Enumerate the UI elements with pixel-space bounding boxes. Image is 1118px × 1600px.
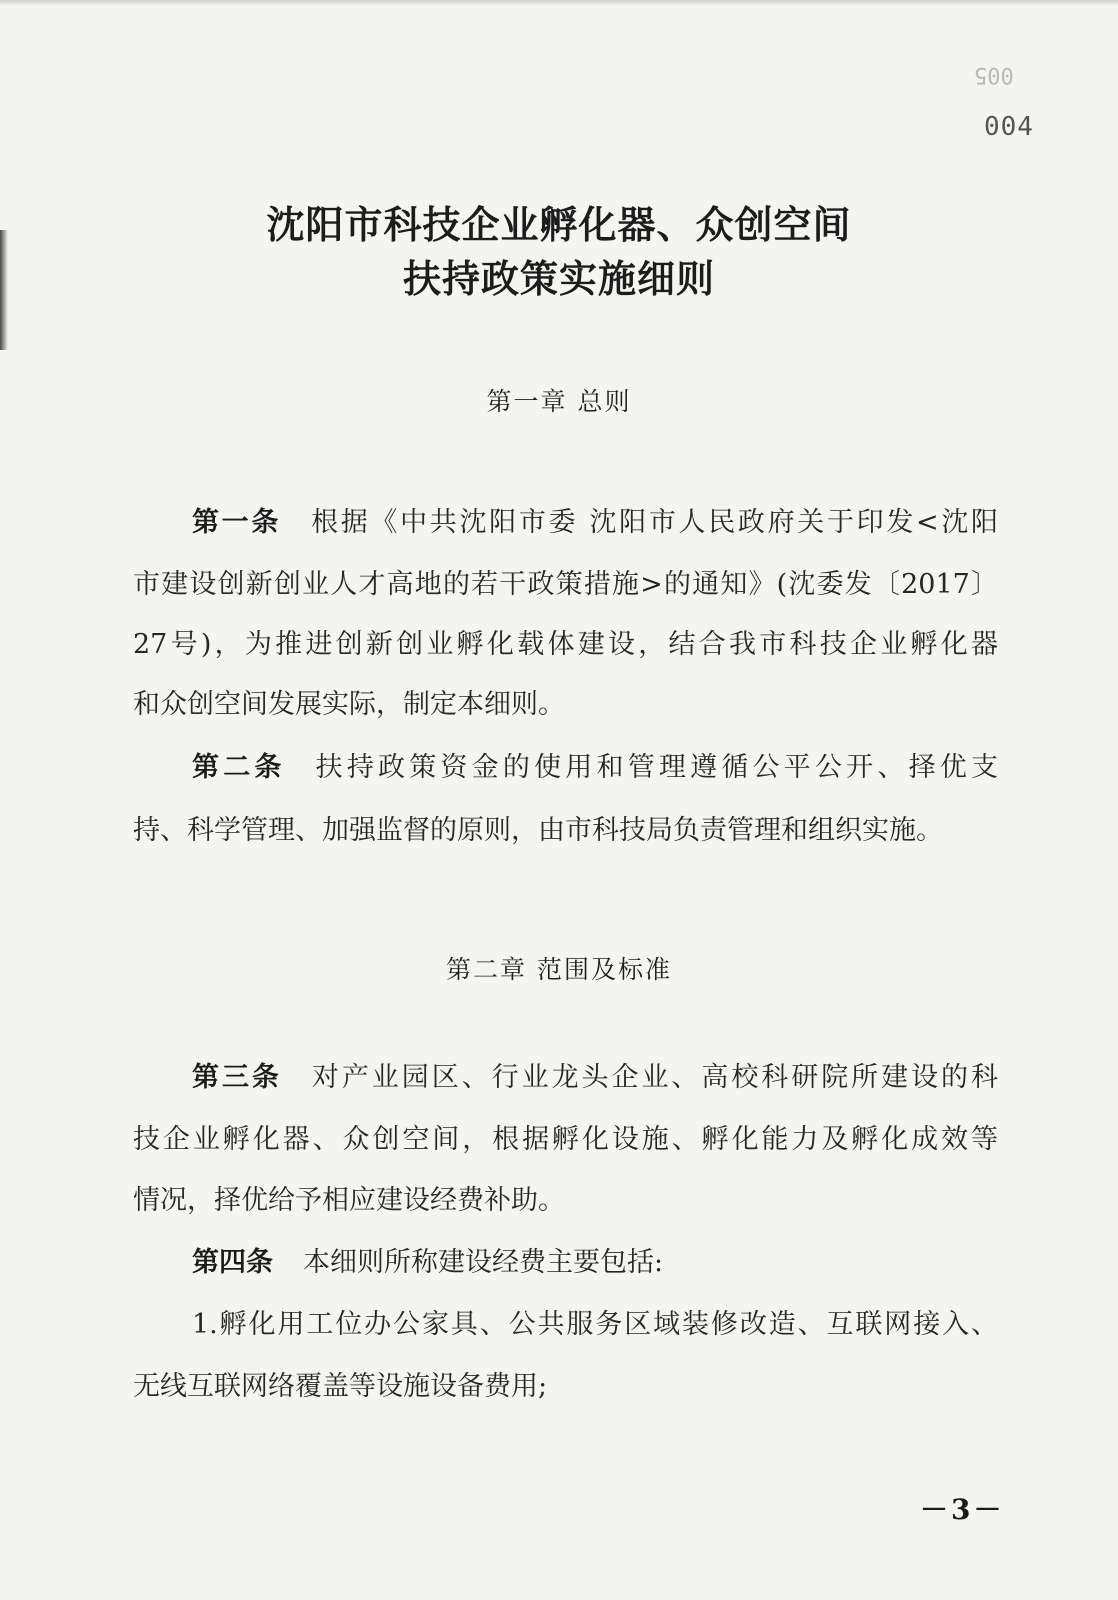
article-1-line-2: 市建设创新创业人才高地的若干政策措施>的通知》(沈委发〔2017〕 xyxy=(133,569,998,600)
article-3-lead: 第三条 xyxy=(192,1062,282,1093)
page-number: －3－ xyxy=(920,1493,1005,1526)
article-4-line-1 xyxy=(192,1240,998,1279)
article-4-lead: 第四条 xyxy=(192,1247,273,1278)
archive-number-faded: 005 xyxy=(974,62,1014,87)
item-1-line-1: 1.孵化用工位办公家具、公共服务区域装修改造、互联网接入、 xyxy=(192,1309,998,1340)
chapter-heading-2: 第二章 范围及标准 xyxy=(446,955,672,984)
article-2-lead: 第二条 xyxy=(192,752,286,783)
item-1-line-2: 无线互联网络覆盖等设施设备费用; xyxy=(133,1371,548,1402)
scan-top-edge xyxy=(0,0,1118,6)
article-3-line-2: 技企业孵化器、众创空间，根据孵化设施、孵化能力及孵化成效等 xyxy=(133,1124,998,1155)
article-2-line-1 xyxy=(192,745,998,784)
document-title-line-2: 扶持政策实施细则 xyxy=(402,256,715,301)
archive-number-stamp: 004 xyxy=(984,112,1034,142)
document-title-line-1: 沈阳市科技企业孵化器、众创空间 xyxy=(266,202,852,247)
article-1-line-4: 和众创空间发展实际，制定本细则。 xyxy=(133,689,565,720)
article-3-line-1 xyxy=(192,1055,998,1094)
article-4-text: 本细则所称建设经费主要包括: xyxy=(303,1247,664,1278)
article-3-text: 对产业园区、行业龙头企业、高校科研院所建设的科 xyxy=(311,1062,999,1093)
article-2-line-2: 持、科学管理、加强监督的原则，由市科技局负责管理和组织实施。 xyxy=(133,815,943,846)
article-1-line-1 xyxy=(192,500,998,539)
article-3-line-3: 情况，择优给予相应建设经费补助。 xyxy=(133,1185,565,1216)
article-1-lead: 第一条 xyxy=(192,507,282,538)
article-1-line-3: 27号)，为推进创新创业孵化载体建设，结合我市科技企业孵化器 xyxy=(133,629,998,660)
article-1-text: 根据《中共沈阳市委 沈阳市人民政府关于印发<沈阳 xyxy=(311,507,998,538)
article-2-text: 扶持政策资金的使用和管理遵循公平公开、择优支 xyxy=(315,752,998,783)
chapter-heading-1: 第一章 总则 xyxy=(486,387,632,416)
